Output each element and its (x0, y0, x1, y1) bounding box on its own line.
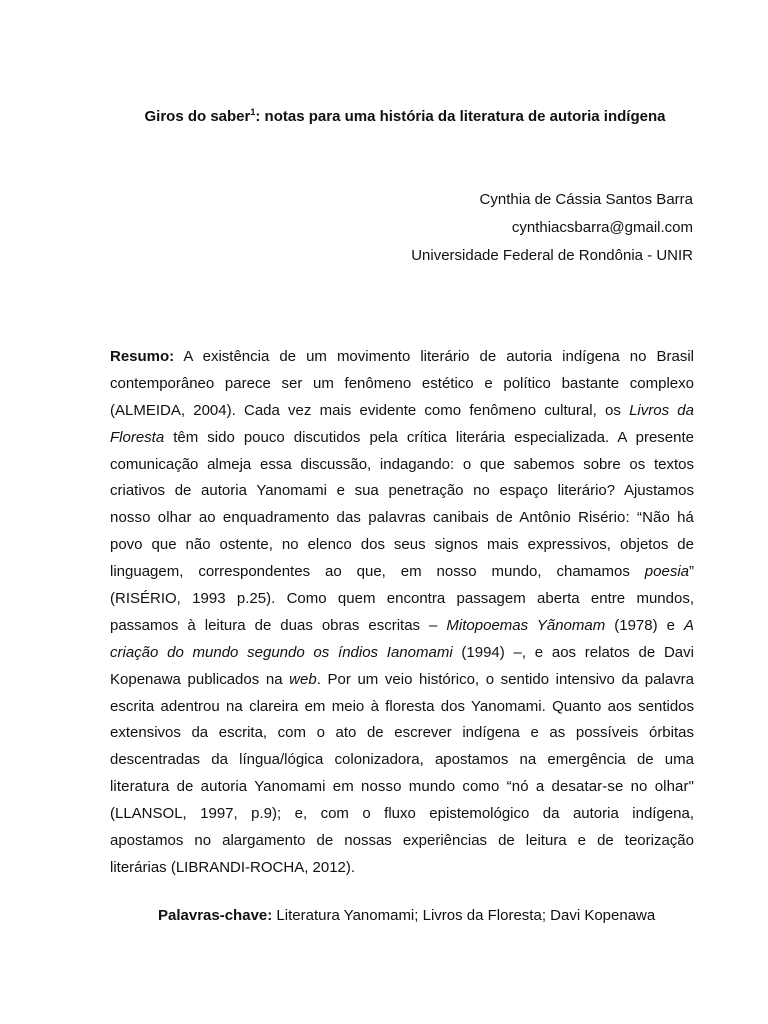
abstract-text: têm sido pouco discutidos pela crítica literária especializada. A presente (164, 428, 694, 446)
abstract-italic: Mitopoemas Yãnomam (446, 616, 606, 634)
abstract-italic: poesia (644, 563, 689, 581)
abstract-line (110, 344, 694, 371)
title-footnote-marker: 1 (250, 107, 256, 117)
abstract-italic: web (289, 670, 317, 688)
abstract-line (110, 828, 694, 855)
abstract-text: extensivos da escrita, com o ato de escrever indígena e as possíveis órbitas (110, 724, 694, 742)
keywords (158, 906, 655, 926)
abstract-line (110, 640, 694, 667)
abstract-text: comunicação almeja essa discussão, indagando: o que sabemos sobre os textos (110, 455, 694, 473)
abstract-italic: Floresta (110, 428, 165, 446)
abstract-text: descentradas da língua/lógica colonizadora, apostamos na emergência de uma (110, 751, 694, 769)
abstract-text: contemporâneo parece ser um fenômeno estético e político bastante complexo (110, 374, 694, 392)
paper-title (0, 107, 768, 127)
abstract-line (110, 425, 694, 452)
abstract-line (110, 774, 694, 801)
abstract-line (110, 694, 694, 721)
abstract (110, 344, 694, 882)
abstract-line (110, 613, 694, 640)
abstract-line (110, 532, 694, 559)
abstract-text: (ALMEIDA, 2004). Cada vez mais evidente como fenômeno cultural, os (110, 401, 630, 419)
abstract-text: povo que não ostente, no elenco dos seus signos mais expressivos, objetos de (110, 536, 694, 554)
keywords-label: Palavras-chave: (158, 907, 273, 924)
abstract-line (110, 505, 694, 532)
abstract-line (110, 855, 694, 882)
abstract-text: Kopenawa publicados na (110, 670, 290, 688)
abstract-text: (1978) e (605, 616, 684, 634)
author-block (411, 186, 693, 270)
abstract-line (110, 452, 694, 479)
abstract-line (110, 801, 694, 828)
author-email: cynthiacsbarra@gmail.com (511, 219, 693, 236)
abstract-text: literatura de autoria Yanomami em nosso mundo como “nó a desatar-se no olhar" (110, 778, 694, 796)
abstract-line (110, 586, 694, 613)
title-main: Giros do saber (144, 108, 251, 125)
abstract-line (110, 371, 694, 398)
abstract-text: passamos à leitura de duas obras escritas – (110, 616, 447, 634)
abstract-line (110, 720, 694, 747)
keywords-value: Literatura Yanomami; Livros da Floresta; Davi Kopenawa (272, 907, 656, 924)
abstract-text: (LLANSOL, 1997, p.9); e, com o fluxo epistemológico da autoria indígena, (110, 805, 694, 823)
abstract-line (110, 398, 694, 425)
abstract-text: A existência de um movimento literário de autoria indígena no Brasil (174, 348, 694, 365)
abstract-text: criativos de autoria Yanomami e sua penetração no espaço literário? Ajustamos (110, 482, 694, 500)
abstract-italic: Livros da (629, 401, 694, 419)
abstract-line (110, 559, 694, 586)
abstract-text: . Por um veio histórico, o sentido intensivo da palavra (316, 670, 694, 688)
abstract-italic: criação do mundo segundo os índios Ianomami (110, 643, 453, 661)
abstract-line (110, 747, 694, 774)
abstract-text: literárias (LIBRANDI-ROCHA, 2012). (110, 858, 356, 876)
author-name: Cynthia de Cássia Santos Barra (479, 191, 693, 208)
abstract-text: ” (689, 563, 694, 581)
abstract-text: escrita adentrou na clareira em meio à floresta dos Yanomami. Quanto aos sentidos (110, 697, 694, 715)
abstract-line (110, 478, 694, 505)
author-affiliation: Universidade Federal de Rondônia - UNIR (411, 247, 693, 264)
abstract-text: linguagem, correspondentes ao que, em nosso mundo, chamamos (110, 563, 645, 581)
title-rest: : notas para uma história da literatura de autoria indígena (255, 108, 666, 125)
abstract-italic: A (683, 616, 694, 634)
abstract-line (110, 667, 694, 694)
abstract-label: Resumo: (110, 348, 175, 365)
abstract-text: (RISÉRIO, 1993 p.25). Como quem encontra passagem aberta entre mundos, (110, 590, 694, 608)
abstract-text: apostamos no alargamento de nossas experiências de leitura e de teorização (110, 832, 694, 850)
abstract-text: nosso olhar ao enquadramento das palavras canibais de Antônio Risério: “Não há (110, 509, 694, 527)
abstract-text: (1994) –, e aos relatos de Davi (452, 643, 694, 661)
